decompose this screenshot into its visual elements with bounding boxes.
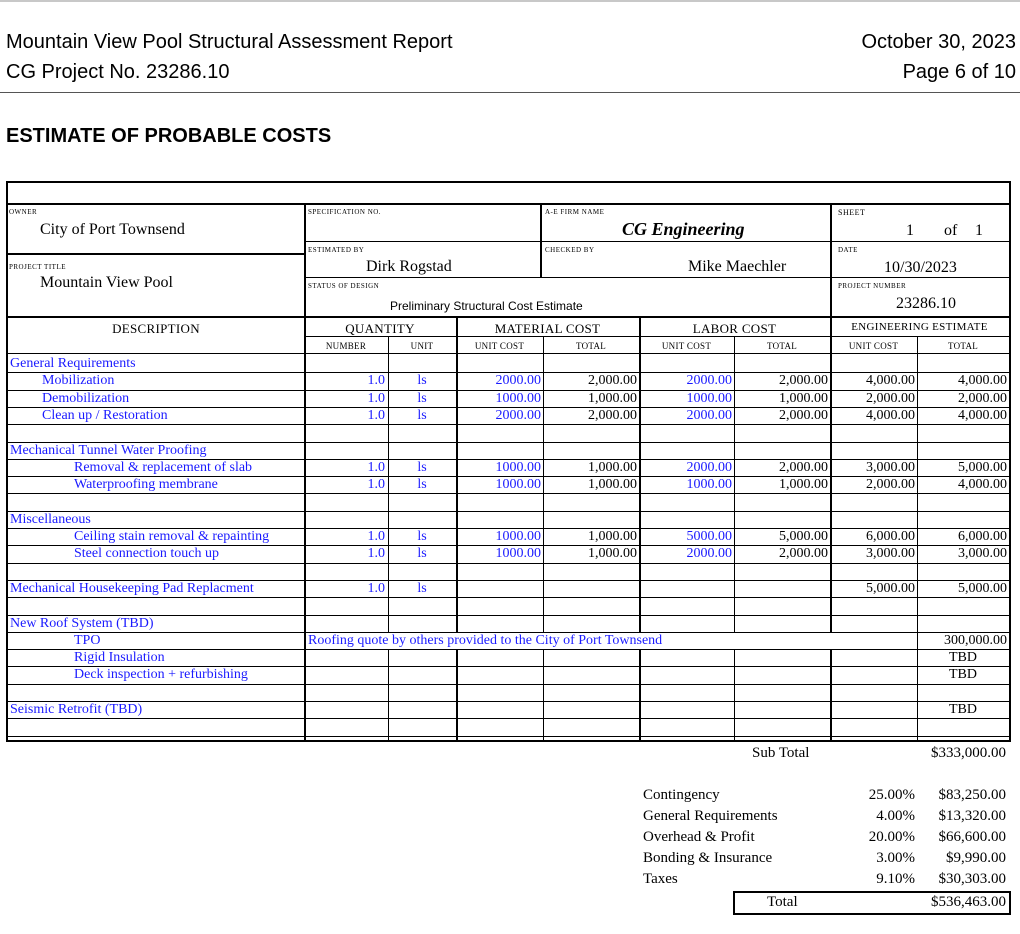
row-engineering-unit-cost [830, 615, 917, 632]
row-engineering-total [917, 597, 1009, 614]
row-labor-total [734, 442, 830, 459]
summary-label: Overhead & Profit [643, 829, 755, 845]
row-engineering-total: 4,000.00 [958, 477, 1007, 492]
subheader-labor-total: TOTAL [766, 341, 798, 351]
row-labor-total: 2,000.00 [779, 460, 828, 475]
row-engineering-unit-cost [830, 442, 917, 459]
row-labor-total [734, 701, 830, 718]
row-material-unit-cost [456, 649, 543, 666]
row-quantity-unit: ls [417, 408, 427, 423]
row-labor-total: 1,000.00 [779, 477, 828, 492]
sheet-number: 1 [906, 222, 914, 239]
row-description: Rigid Insulation [74, 650, 165, 665]
row-labor-unit-cost [639, 649, 734, 666]
row-labor-unit-cost: 2000.00 [686, 373, 732, 388]
row-engineering-total: 4,000.00 [958, 373, 1007, 388]
row-labor-total [734, 511, 830, 528]
row-material-total [543, 511, 639, 528]
row-quantity-unit: ls [417, 391, 427, 406]
row-labor-unit-cost [639, 666, 734, 683]
row-material-total: 1,000.00 [588, 391, 637, 406]
row-labor-unit-cost [639, 615, 734, 632]
project-number-header: CG Project No. 23286.10 [6, 61, 230, 83]
rule [8, 203, 1009, 205]
summary-percent: 3.00% [876, 850, 915, 866]
row-description: Removal & replacement of slab [74, 460, 253, 475]
row-engineering-unit-cost [830, 666, 917, 683]
owner-label: OWNER [9, 208, 38, 216]
row-description: Clean up / Restoration [42, 408, 168, 423]
row-quantity-unit: ls [417, 581, 427, 596]
row-material-unit-cost: 1000.00 [495, 460, 541, 475]
row-description: Mechanical Tunnel Water Proofing [10, 443, 207, 458]
row-description [10, 493, 304, 510]
project-number-value: 23286.10 [896, 295, 956, 312]
row-labor-unit-cost [639, 355, 734, 372]
row-material-total [543, 649, 639, 666]
report-header-left [6, 27, 453, 87]
row-engineering-unit-cost: 4,000.00 [866, 373, 915, 388]
row-material-total: 2,000.00 [588, 408, 637, 423]
checked-by-value: Mike Maechler [688, 258, 787, 275]
estimated-by-value: Dirk Rogstad [366, 258, 452, 275]
total-value: $536,463.00 [931, 894, 1006, 910]
sheet-total: 1 [975, 222, 983, 239]
row-engineering-total: TBD [949, 702, 977, 717]
row-labor-total [734, 615, 830, 632]
row-material-total [543, 666, 639, 683]
rule [830, 205, 832, 316]
row-quantity-number [304, 718, 388, 735]
row-labor-unit-cost: 2000.00 [686, 546, 732, 561]
summary-label: General Requirements [643, 808, 778, 824]
row-material-total [543, 424, 639, 441]
row-material-unit-cost [456, 615, 543, 632]
row-quantity-number [304, 563, 388, 580]
project-title-label: PROJECT TITLE [9, 263, 66, 271]
row-engineering-total [917, 442, 1009, 459]
col-header-material-cost: MATERIAL COST [494, 321, 601, 336]
checked-by-label: CHECKED BY [545, 246, 595, 254]
row-quantity-number: 1.0 [367, 391, 385, 406]
row-description: Miscellaneous [10, 512, 91, 527]
row-labor-total: 5,000.00 [779, 529, 828, 544]
row-labor-unit-cost: 1000.00 [686, 391, 732, 406]
row-description [10, 563, 304, 580]
row-engineering-total [917, 615, 1009, 632]
row-engineering-total: 2,000.00 [958, 391, 1007, 406]
rule [304, 205, 306, 316]
row-material-unit-cost [456, 684, 543, 701]
row-engineering-total [917, 355, 1009, 372]
project-title-value: Mountain View Pool [40, 274, 173, 291]
row-material-unit-cost: 1000.00 [495, 477, 541, 492]
summary-percent: 20.00% [868, 829, 915, 845]
row-description: Demobilization [42, 391, 130, 406]
row-quantity-unit [388, 615, 456, 632]
row-quantity-number: 1.0 [367, 373, 385, 388]
row-quantity-unit [388, 666, 456, 683]
row-description: New Roof System (TBD) [10, 616, 154, 631]
summary-label: Bonding & Insurance [643, 850, 773, 866]
col-header-labor-cost: LABOR COST [692, 321, 777, 336]
row-labor-unit-cost: 5000.00 [686, 529, 732, 544]
row-material-unit-cost [456, 563, 543, 580]
row-engineering-unit-cost [830, 701, 917, 718]
subheader-engineering-total: TOTAL [947, 341, 979, 351]
row-labor-unit-cost [639, 580, 734, 597]
row-material-unit-cost [456, 355, 543, 372]
total-label: Total [767, 894, 798, 910]
section-title: ESTIMATE OF PROBABLE COSTS [6, 125, 332, 147]
row-engineering-total: 5,000.00 [958, 581, 1007, 596]
firm-value: CG Engineering [622, 219, 745, 239]
row-material-total [543, 615, 639, 632]
subheader-material-total: TOTAL [575, 341, 607, 351]
row-material-total [543, 718, 639, 735]
row-material-unit-cost [456, 666, 543, 683]
row-quantity-number [304, 649, 388, 666]
summary-amount: $9,990.00 [946, 850, 1006, 866]
row-quantity-unit [388, 442, 456, 459]
status-value: Preliminary Structural Cost Estimate [390, 299, 583, 313]
header-divider [0, 92, 1020, 93]
row-material-total [543, 355, 639, 372]
row-labor-total [734, 718, 830, 735]
row-labor-total [734, 563, 830, 580]
row-engineering-total [917, 563, 1009, 580]
row-quantity-number: 1.0 [367, 529, 385, 544]
row-material-total: 1,000.00 [588, 460, 637, 475]
row-engineering-unit-cost [830, 563, 917, 580]
subheader-material-unit-cost: UNIT COST [474, 341, 525, 351]
row-material-unit-cost [456, 597, 543, 614]
row-material-unit-cost: 2000.00 [495, 373, 541, 388]
row-engineering-unit-cost: 3,000.00 [866, 460, 915, 475]
row-labor-total [734, 597, 830, 614]
row-engineering-total [917, 718, 1009, 735]
row-note: Roofing quote by others provided to the City of Port Townsend [308, 633, 663, 648]
row-labor-unit-cost [639, 493, 734, 510]
row-engineering-total [917, 424, 1009, 441]
row-engineering-unit-cost: 5,000.00 [866, 581, 915, 596]
col-header-quantity: QUANTITY [345, 321, 415, 336]
row-quantity-unit: ls [417, 529, 427, 544]
row-engineering-unit-cost [830, 649, 917, 666]
summary-label: Contingency [643, 787, 720, 803]
row-description: General Requirements [10, 356, 136, 371]
col-header-description: DESCRIPTION [112, 321, 200, 336]
row-material-unit-cost: 1000.00 [495, 391, 541, 406]
rule [8, 253, 304, 255]
row-description [10, 718, 304, 735]
row-labor-unit-cost [639, 563, 734, 580]
status-label: STATUS OF DESIGN [308, 282, 380, 290]
project-number-label: PROJECT NUMBER [838, 282, 907, 290]
row-engineering-total [917, 511, 1009, 528]
row-quantity-unit: ls [417, 477, 427, 492]
row-description: Ceiling stain removal & repainting [74, 529, 270, 544]
subheader-number: NUMBER [325, 341, 367, 351]
row-material-unit-cost: 1000.00 [495, 546, 541, 561]
row-engineering-unit-cost [830, 684, 917, 701]
row-engineering-unit-cost [830, 355, 917, 372]
row-engineering-total: TBD [949, 667, 977, 682]
row-quantity-unit [388, 718, 456, 735]
row-quantity-number [304, 511, 388, 528]
rule [304, 241, 1009, 242]
row-quantity-number: 1.0 [367, 546, 385, 561]
spec-label: SPECIFICATION NO. [308, 208, 382, 216]
col-header-engineering-estimate: ENGINEERING ESTIMATE [851, 321, 988, 333]
rule [8, 316, 1009, 318]
row-quantity-number: 1.0 [367, 408, 385, 423]
row-material-unit-cost [456, 701, 543, 718]
row-quantity-number [304, 701, 388, 718]
row-quantity-number: 1.0 [367, 477, 385, 492]
report-date: October 30, 2023 [861, 31, 1016, 53]
sheet-label: SHEET [838, 208, 866, 217]
subheader-labor-unit-cost: UNIT COST [661, 341, 712, 351]
subheader-unit: UNIT [410, 341, 434, 351]
row-material-total [543, 493, 639, 510]
rule [304, 277, 1009, 278]
row-labor-unit-cost [639, 511, 734, 528]
row-labor-unit-cost: 1000.00 [686, 477, 732, 492]
row-quantity-number [304, 424, 388, 441]
row-description [10, 684, 304, 701]
estimate-sheet [6, 181, 1011, 742]
row-description: Mobilization [42, 373, 115, 388]
row-quantity-number [304, 493, 388, 510]
row-engineering-unit-cost [830, 493, 917, 510]
row-material-total [543, 684, 639, 701]
row-quantity-number [304, 355, 388, 372]
row-engineering-total: 3,000.00 [958, 546, 1007, 561]
owner-value: City of Port Townsend [40, 221, 185, 238]
row-material-total: 1,000.00 [588, 546, 637, 561]
row-quantity-number [304, 684, 388, 701]
row-material-unit-cost: 2000.00 [495, 408, 541, 423]
row-labor-unit-cost [639, 701, 734, 718]
report-header-right [861, 27, 1016, 87]
top-border [0, 0, 1020, 2]
subtotal-label: Sub Total [752, 745, 810, 761]
row-material-unit-cost [456, 442, 543, 459]
row-quantity-unit [388, 355, 456, 372]
row-engineering-unit-cost: 6,000.00 [866, 529, 915, 544]
row-engineering-unit-cost [830, 718, 917, 735]
row-material-total: 1,000.00 [588, 477, 637, 492]
date-label: DATE [838, 246, 858, 254]
row-material-total [543, 597, 639, 614]
row-labor-unit-cost: 2000.00 [686, 408, 732, 423]
row-quantity-unit [388, 701, 456, 718]
summary-amount: $30,303.00 [938, 871, 1006, 887]
row-material-total [543, 442, 639, 459]
sheet-of: of [944, 222, 958, 239]
estimated-by-label: ESTIMATED BY [308, 246, 365, 254]
row-engineering-unit-cost: 2,000.00 [866, 477, 915, 492]
subheader-engineering-unit-cost: UNIT COST [848, 341, 899, 351]
row-engineering-unit-cost [830, 424, 917, 441]
row-engineering-total: 5,000.00 [958, 460, 1007, 475]
row-labor-unit-cost [639, 718, 734, 735]
row-material-total: 1,000.00 [588, 529, 637, 544]
row-description: Mechanical Housekeeping Pad Replacment [10, 581, 254, 596]
row-quantity-unit [388, 424, 456, 441]
row-engineering-total: 6,000.00 [958, 529, 1007, 544]
row-engineering-unit-cost [830, 597, 917, 614]
row-quantity-unit: ls [417, 460, 427, 475]
row-labor-total: 2,000.00 [779, 546, 828, 561]
date-value: 10/30/2023 [884, 259, 957, 276]
row-quantity-number [304, 666, 388, 683]
row-engineering-unit-cost: 4,000.00 [866, 408, 915, 423]
row-description: TPO [74, 633, 101, 648]
row-labor-total [734, 666, 830, 683]
row-engineering-total: TBD [949, 650, 977, 665]
row-quantity-unit [388, 493, 456, 510]
row-quantity-number [304, 615, 388, 632]
summary-percent: 25.00% [868, 787, 915, 803]
row-engineering-total [917, 493, 1009, 510]
summary-amount: $66,600.00 [938, 829, 1006, 845]
row-material-unit-cost [456, 493, 543, 510]
summary-percent: 9.10% [876, 871, 915, 887]
row-labor-total [734, 355, 830, 372]
row-quantity-number: 1.0 [367, 581, 385, 596]
row-quantity-unit [388, 597, 456, 614]
row-material-total [543, 563, 639, 580]
row-labor-unit-cost [639, 684, 734, 701]
summary-label: Taxes [643, 871, 678, 887]
row-quantity-unit [388, 563, 456, 580]
row-engineering-unit-cost: 3,000.00 [866, 546, 915, 561]
row-description: Steel connection touch up [74, 546, 220, 561]
row-material-total: 2,000.00 [588, 373, 637, 388]
page-indicator: Page 6 of 10 [902, 61, 1016, 83]
row-labor-total [734, 684, 830, 701]
row-description: Deck inspection + refurbishing [74, 667, 248, 682]
row-quantity-number [304, 597, 388, 614]
row-quantity-unit: ls [417, 373, 427, 388]
row-labor-total: 1,000.00 [779, 391, 828, 406]
row-labor-total [734, 580, 830, 597]
row-description [10, 597, 304, 614]
row-labor-unit-cost [639, 424, 734, 441]
row-quantity-unit: ls [417, 546, 427, 561]
row-labor-total [734, 493, 830, 510]
row-material-unit-cost [456, 511, 543, 528]
row-material-unit-cost [456, 424, 543, 441]
row-material-unit-cost [456, 718, 543, 735]
row-quantity-unit [388, 511, 456, 528]
row-material-total [543, 701, 639, 718]
row-engineering-total: 4,000.00 [958, 408, 1007, 423]
rule [8, 353, 1009, 354]
row-quantity-unit [388, 684, 456, 701]
subtotal-value: $333,000.00 [931, 745, 1006, 761]
row-quantity-number [304, 442, 388, 459]
row-engineering-total [917, 684, 1009, 701]
row-labor-total: 2,000.00 [779, 408, 828, 423]
summary-amount: $83,250.00 [938, 787, 1006, 803]
row-description [10, 424, 304, 441]
row-material-unit-cost: 1000.00 [495, 529, 541, 544]
row-labor-total [734, 649, 830, 666]
row-labor-unit-cost [639, 442, 734, 459]
row-rule [8, 736, 1009, 737]
row-quantity-unit [388, 649, 456, 666]
row-labor-total [734, 424, 830, 441]
row-engineering-unit-cost [830, 511, 917, 528]
row-description: Waterproofing membrane [74, 477, 218, 492]
report-title: Mountain View Pool Structural Assessment Report [6, 31, 453, 53]
row-quantity-number: 1.0 [367, 460, 385, 475]
firm-label: A-E FIRM NAME [545, 208, 605, 216]
row-engineering-total: 300,000.00 [944, 633, 1007, 648]
row-description: Seismic Retrofit (TBD) [10, 702, 143, 717]
row-labor-unit-cost: 2000.00 [686, 460, 732, 475]
row-engineering-unit-cost: 2,000.00 [866, 391, 915, 406]
row-material-total [543, 580, 639, 597]
summary-amount: $13,320.00 [938, 808, 1006, 824]
summary-percent: 4.00% [876, 808, 915, 824]
row-material-unit-cost [456, 580, 543, 597]
row-labor-unit-cost [639, 597, 734, 614]
row-labor-total: 2,000.00 [779, 373, 828, 388]
